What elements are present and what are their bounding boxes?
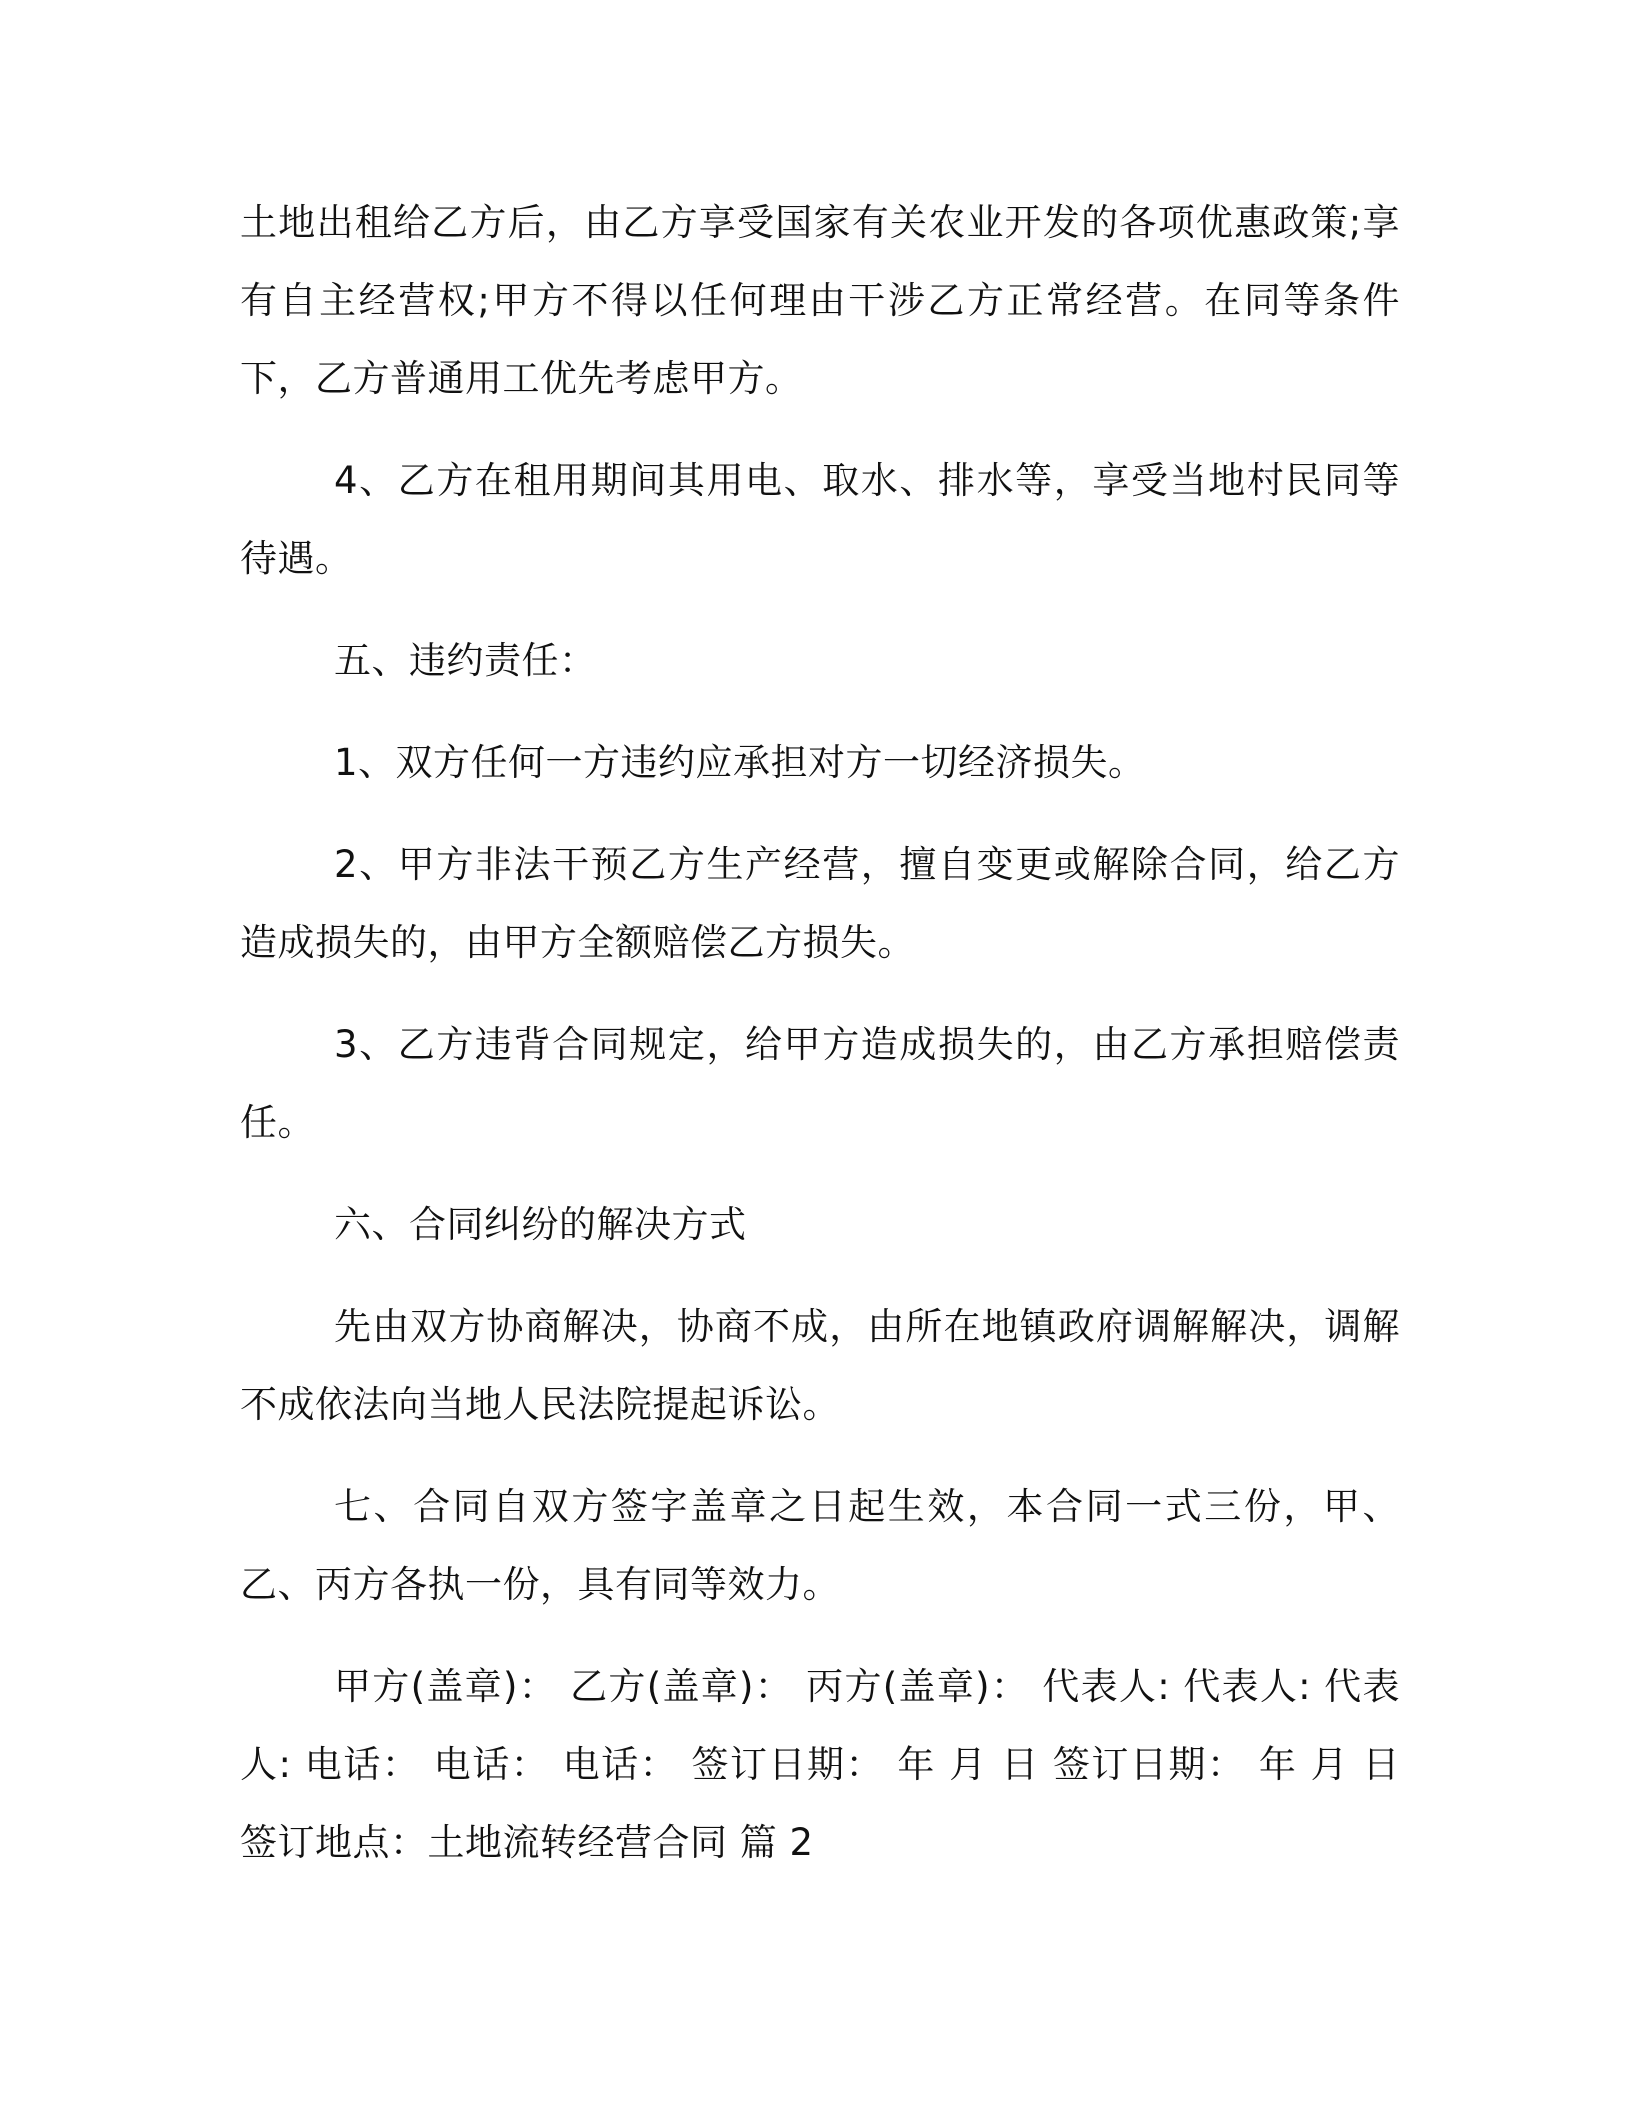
paragraph-continuation: 土地出租给乙方后，由乙方享受国家有关农业开发的各项优惠政策;享有自主经营权;甲方不得以任何理由干涉乙方正常经营。在同等条件下，乙方普通用工优先考虑甲方。 bbox=[240, 201, 1400, 400]
paragraph-breach-2: 2、甲方非法干预乙方生产经营，擅自变更或解除合同，给乙方造成损失的，由甲方全额赔偿乙方损失。 bbox=[240, 843, 1400, 964]
paragraph-effective: 七、合同自双方签字盖章之日起生效，本合同一式三份，甲、乙、丙方各执一份，具有同等效力。 bbox=[240, 1485, 1400, 1606]
paragraph-breach-3: 3、乙方违背合同规定，给甲方造成损失的，由乙方承担赔偿责任。 bbox=[240, 1023, 1400, 1144]
signature-block: 甲方(盖章)： 乙方(盖章)： 丙方(盖章)： 代表人: 代表人: 代表人: 电话： 电话： 电话： 签订日期： 年 月 日 签订日期： 年 月 日 签订地点：土地流转经营合同 篇 2 bbox=[240, 1665, 1400, 1864]
paragraph-clause-4: 4、乙方在租用期间其用电、取水、排水等，享受当地村民同等待遇。 bbox=[240, 459, 1400, 580]
document-body bbox=[240, 184, 1400, 1906]
paragraph-breach-1: 1、双方任何一方违约应承担对方一切经济损失。 bbox=[334, 741, 1146, 784]
section-heading-dispute: 六、合同纠纷的解决方式 bbox=[334, 1203, 747, 1246]
paragraph-dispute: 先由双方协商解决，协商不成，由所在地镇政府调解解决，调解不成依法向当地人民法院提起诉讼。 bbox=[240, 1305, 1400, 1426]
section-heading-breach: 五、违约责任： bbox=[334, 639, 597, 682]
